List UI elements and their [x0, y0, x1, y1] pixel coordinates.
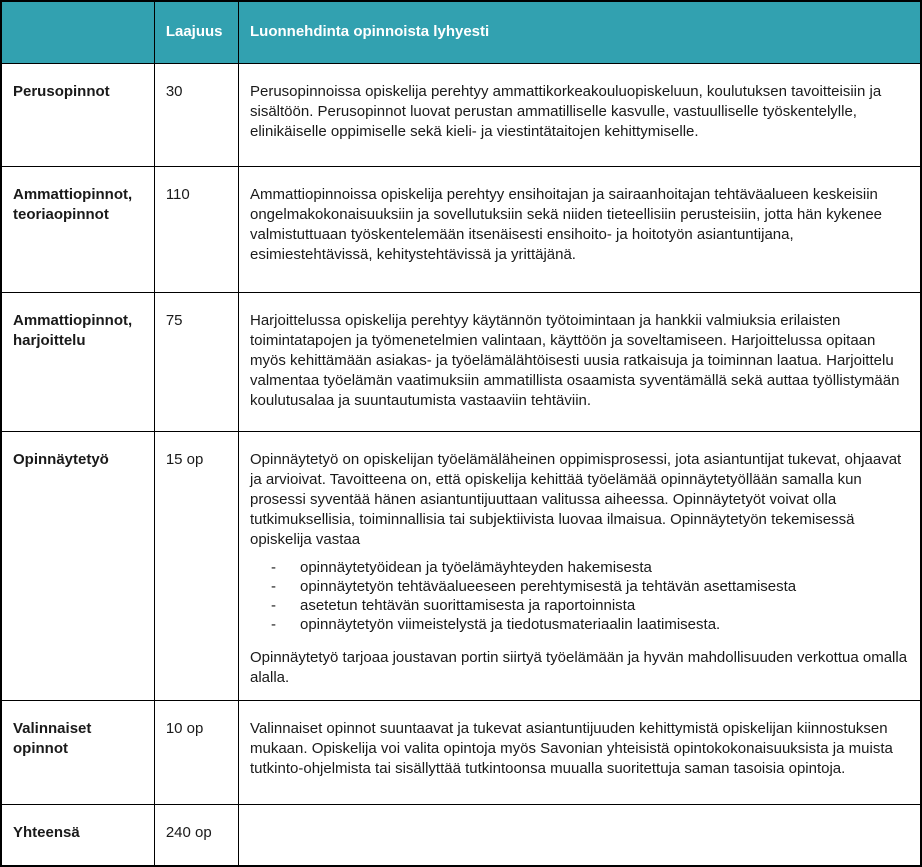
- extent-cell: 110: [154, 166, 238, 292]
- column-header-category: [1, 1, 154, 63]
- description-intro: Harjoittelussa opiskelija perehtyy käytännön työtoimintaan ja hankkii valmiuksia erilaisten toimintatapojen ja työmenetelmien valintaan, käyttöön ja soveltamiseen. Harjoittelussa opitaan myös kehittämään asiakas- ja työelämälähtöisesti uusia ratkaisuja ja toiminnan laatua. Harjoittelu valmentaa työelämän vaatimuksiin ammatillista osaamista syventämällä sekä auttaa työllistymään koulutusalaa ja suuntautumista vastaaviin tehtäviin.: [250, 311, 900, 409]
- bullet-item: [250, 596, 908, 615]
- category-cell: Valinnaiset opinnot: [1, 700, 154, 804]
- category-cell: Ammattiopinnot, harjoittelu: [1, 292, 154, 431]
- extent-cell: 15 op: [154, 431, 238, 700]
- bullet-dash: -: [271, 558, 276, 576]
- table-row-ammattiopinnot-harjoittelu: [1, 292, 921, 431]
- table-row-perusopinnot: [1, 63, 921, 166]
- table-header-row: [1, 1, 921, 63]
- bullet-text: asetetun tehtävän suorittamisesta ja raportoinnista: [300, 596, 636, 614]
- description-cell: Valinnaiset opinnot suuntaavat ja tukevat asiantuntijuuden kehittymistä opiskelijan kiinnostuksen mukaan. Opiskelija voi valita opintoja myös Savonian yhteisistä opintokokonaisuuksista ja muista tutkinto-ohjelmista tai sisällyttää tutkintoonsa muualla suoritettuja saman tasoisia opintoja.: [239, 700, 922, 804]
- bullet-item: [250, 615, 908, 634]
- bullet-text: opinnäytetyön viimeistelystä ja tiedotusmateriaalin laatimisesta.: [300, 615, 721, 633]
- description-cell: Perusopinnoissa opiskelija perehtyy ammattikorkeakouluopiskeluun, koulutuksen tavoitteisiin ja sisältöön. Perusopinnot luovat perustan ammatilliselle kasvulle, vastuulliselle työskentelylle, elinikäiselle oppimiselle sekä kieli- ja viestintätaitojen kehittymiselle.: [239, 63, 922, 166]
- table-row-ammattiopinnot-teoria: [1, 166, 921, 292]
- table-row-valinnaiset-opinnot: [1, 700, 921, 804]
- description-cell: Ammattiopinnoissa opiskelija perehtyy ensihoitajan ja sairaanhoitajan tehtäväalueen keskeisiin ongelmakokonaisuuksiin ja sovellutuksiin sekä niiden tieteellisiin perusteisiin, jotta hän kykenee valmistuttuaan työskentelemään itsenäisesti ensihoito- ja hoitotyön asiantuntijana, esimiestehtävissä, kehitystehtävissä ja yrittäjänä.: [239, 166, 922, 292]
- category-cell: Yhteensä: [1, 804, 154, 866]
- extent-cell: 240 op: [154, 804, 238, 866]
- bullet-dash: -: [271, 615, 276, 633]
- bullet-item: [250, 558, 908, 577]
- category-cell: Perusopinnot: [1, 63, 154, 166]
- column-header-extent: Laajuus: [154, 1, 238, 63]
- extent-cell: 75: [154, 292, 238, 431]
- description-cell: [239, 431, 922, 700]
- table-row-opinnaytetyo: [1, 431, 921, 700]
- extent-cell: 10 op: [154, 700, 238, 804]
- bullet-dash: -: [271, 596, 276, 614]
- category-cell: Opinnäytetyö: [1, 431, 154, 700]
- description-cell: [239, 804, 922, 866]
- description-intro: Opinnäytetyö on opiskelijan työelämäläheinen oppimisprosessi, jota asiantuntijat tukevat, ohjaavat ja arvioivat. Tavoitteena on, että opiskelija kehittää työelämää opinnäytetyöllään samalla kun prosessi syventää hänen asiantuntijuuttaan valitussa aiheessa. Opinnäytetyöt voivat olla tutkimuksellisia, toiminnallisia tai subjektiivista luovaa ilmaisua. Opinnäytetyön tekemisessä opiskelija vastaa: [250, 450, 902, 548]
- column-header-description: Luonnehdinta opinnoista lyhyesti: [239, 1, 922, 63]
- description-outro: Opinnäytetyö tarjoaa joustavan portin siirtyä työelämään ja hyvän mahdollisuuden verkottua omalla alalla.: [250, 648, 908, 686]
- description-cell: [239, 292, 922, 431]
- table-row-yhteensa: [1, 804, 921, 866]
- extent-cell: 30: [154, 63, 238, 166]
- bullet-item: [250, 577, 908, 596]
- bullet-list: [250, 558, 908, 634]
- bullet-text: opinnäytetyöidean ja työelämäyhteyden hakemisesta: [300, 558, 652, 576]
- bullet-dash: -: [271, 577, 276, 595]
- bullet-text: opinnäytetyön tehtäväalueeseen perehtymisestä ja tehtävän asettamisesta: [300, 577, 797, 595]
- category-cell: Ammattiopinnot, teoriaopinnot: [1, 166, 154, 292]
